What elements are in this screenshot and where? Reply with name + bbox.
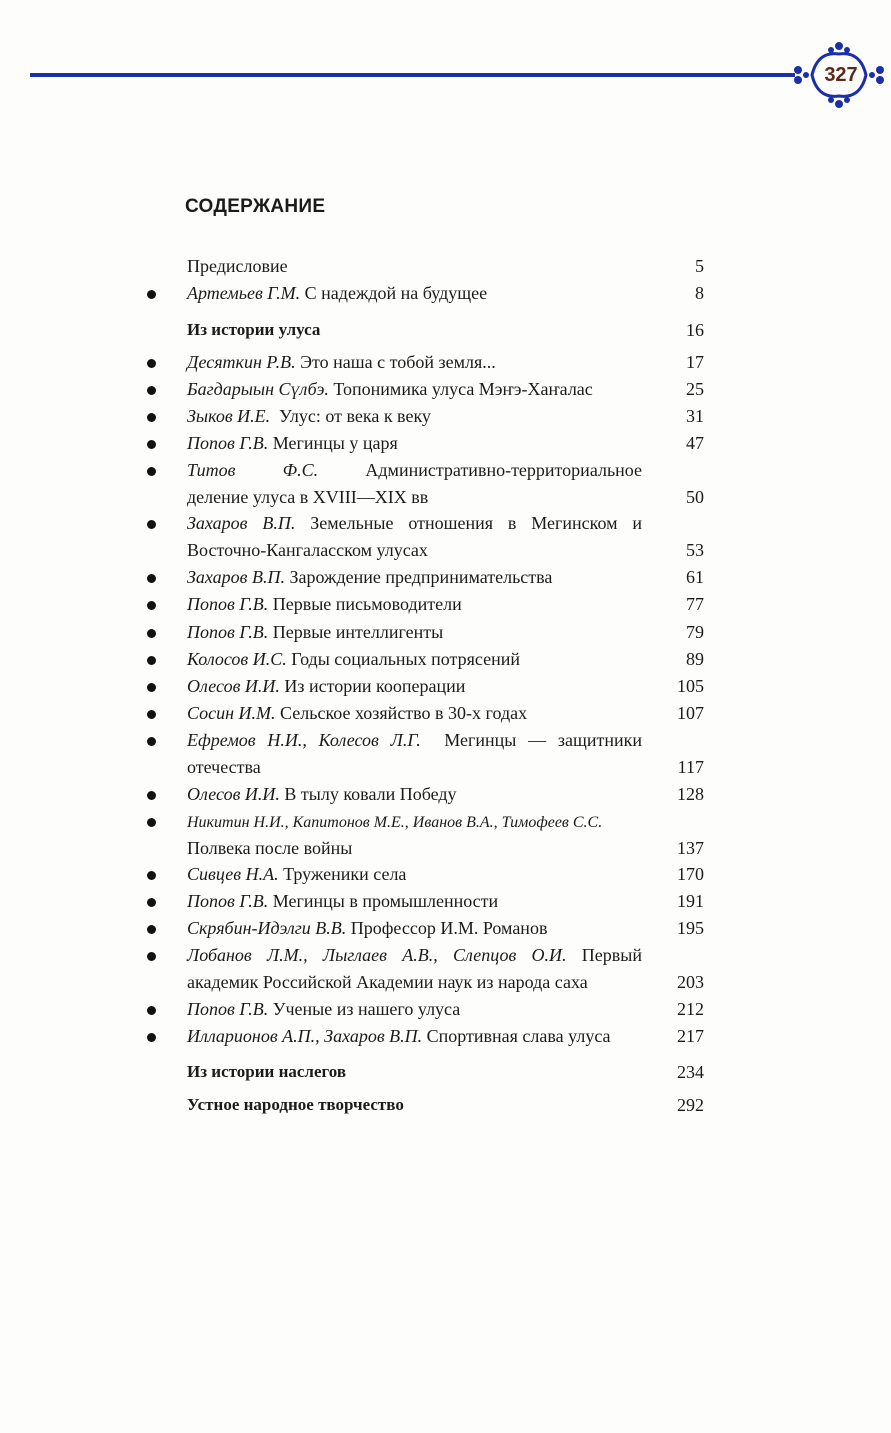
bullet-icon xyxy=(147,818,156,827)
toc-entry-line xyxy=(187,512,642,534)
entry-author: Артемьев Г.М. xyxy=(187,283,301,303)
toc-entry-line xyxy=(187,621,657,643)
entry-author: Скрябин-Идэлги В.В. xyxy=(187,918,347,938)
entry-title: Сельское хозяйство в 30-х годах xyxy=(275,703,528,723)
entry-author: Лобанов Л.М., Лыглаев А.В., Слепцов О.И. xyxy=(187,945,567,965)
entry-author: Попов Г.В. xyxy=(187,999,269,1019)
toc-entry-line xyxy=(187,756,657,778)
bullet-icon xyxy=(147,413,156,422)
entry-title: Первые письмоводители xyxy=(268,594,462,614)
entry-page-number: 292 xyxy=(677,1095,704,1115)
toc-entry-line xyxy=(187,1025,657,1047)
entry-author: Попов Г.В. xyxy=(187,594,269,614)
entry-title: Зарождение предпринимательства xyxy=(284,567,553,587)
entry-page-number: 53 xyxy=(686,540,704,560)
toc-entry-line xyxy=(187,319,657,341)
entry-page-number: 5 xyxy=(695,256,704,276)
entry-title: Земельные отношения в Мегинском и xyxy=(295,513,642,533)
header-rule xyxy=(30,73,795,77)
bullet-icon xyxy=(147,574,156,583)
entry-page-number: 50 xyxy=(686,487,704,507)
entry-page-number: 195 xyxy=(677,918,704,938)
bullet-icon xyxy=(147,290,156,299)
toc-entry-line xyxy=(187,998,657,1020)
entry-page-number: 117 xyxy=(677,757,704,777)
entry-title: деление улуса в XVIII—XIX вв xyxy=(187,487,429,507)
entry-title: Из истории кооперации xyxy=(279,676,466,696)
entry-author: Илларионов А.П., Захаров В.П. xyxy=(187,1026,423,1046)
bullet-icon xyxy=(147,898,156,907)
toc-entry-line xyxy=(187,405,657,427)
entry-title: Из истории улуса xyxy=(187,320,321,339)
entry-author: Олесов И.И. xyxy=(187,676,280,696)
entry-author: Никитин Н.И., Капитонов М.Е., Иванов В.А., Тимофеев С.С. xyxy=(187,814,603,831)
entry-page-number: 234 xyxy=(677,1062,704,1082)
entry-author: Десяткин Р.В. xyxy=(187,352,296,372)
toc-entry-line xyxy=(187,810,657,834)
entry-author: Захаров В.П. xyxy=(187,513,296,533)
entry-author: Попов Г.В. xyxy=(187,433,269,453)
entry-page-number: 128 xyxy=(677,784,704,804)
entry-page-number: 8 xyxy=(695,283,704,303)
entry-author: Зыков И.Е. xyxy=(187,406,271,426)
entry-page-number: 77 xyxy=(686,594,704,614)
entry-page-number: 191 xyxy=(677,891,704,911)
entry-title: Труженики села xyxy=(278,864,407,884)
toc-entry-line xyxy=(187,539,657,561)
entry-page-number: 61 xyxy=(686,567,704,587)
toc-entry-line xyxy=(187,702,657,724)
entry-page-number: 16 xyxy=(686,320,704,340)
bullet-icon xyxy=(147,737,156,746)
entry-author: Колосов И.С. xyxy=(187,649,287,669)
entry-title: Мегинцы у царя xyxy=(268,433,398,453)
entry-author: Багдарыын Сүлбэ. xyxy=(187,379,329,399)
bullet-icon xyxy=(147,1033,156,1042)
toc-entry-line xyxy=(187,837,657,859)
bullet-icon xyxy=(147,359,156,368)
bullet-icon xyxy=(147,952,156,961)
toc-entry-line xyxy=(187,282,657,304)
toc-entry-line xyxy=(187,729,642,751)
entry-page-number: 107 xyxy=(677,703,704,723)
entry-author: Захаров В.П. xyxy=(187,567,285,587)
toc-entry-line xyxy=(187,675,657,697)
entry-author: Попов Г.В. xyxy=(187,891,269,911)
bullet-icon xyxy=(147,871,156,880)
entry-author: Сосин И.М. xyxy=(187,703,276,723)
entry-title: Полвека после войны xyxy=(187,838,353,858)
entry-title: Это наша с тобой земля... xyxy=(295,352,496,372)
toc-entry-line xyxy=(187,1061,657,1083)
toc-entry-line xyxy=(187,648,657,670)
entry-title: Улус: от века к веку xyxy=(270,406,431,426)
toc-entry-line xyxy=(187,863,657,885)
toc-entry-line xyxy=(187,890,657,912)
entry-title: академик Российской Академии наук из народа саха xyxy=(187,972,588,992)
entry-page-number: 25 xyxy=(686,379,704,399)
entry-title: Мегинцы — защитники xyxy=(420,730,643,750)
toc-entry-line xyxy=(187,593,657,615)
bullet-icon xyxy=(147,925,156,934)
toc-entry-line xyxy=(187,944,642,966)
page-number: 327 xyxy=(824,64,858,86)
entry-author: Олесов И.И. xyxy=(187,784,280,804)
entry-title: Ученые из нашего улуса xyxy=(268,999,461,1019)
toc-entry-line xyxy=(187,378,657,400)
entry-page-number: 17 xyxy=(686,352,704,372)
toc-entry-line xyxy=(187,971,657,993)
entry-page-number: 47 xyxy=(686,433,704,453)
entry-page-number: 203 xyxy=(677,972,704,992)
entry-page-number: 170 xyxy=(677,864,704,884)
bullet-icon xyxy=(147,629,156,638)
toc-entry-line xyxy=(187,566,657,588)
entry-title: Устное народное творчество xyxy=(187,1095,404,1114)
entry-author: Попов Г.В. xyxy=(187,622,269,642)
entry-page-number: 137 xyxy=(677,838,704,858)
toc-entry-line xyxy=(187,783,657,805)
toc-entry-line xyxy=(187,432,657,454)
toc-entry-line xyxy=(187,486,657,508)
bullet-icon xyxy=(147,520,156,529)
entry-title: В тылу ковали Победу xyxy=(279,784,457,804)
entry-author: Сивцев Н.А. xyxy=(187,864,279,884)
entry-title: Предисловие xyxy=(187,256,288,276)
entry-title: отечества xyxy=(187,757,261,777)
entry-title: Первые интеллигенты xyxy=(268,622,444,642)
entry-title: С надеждой на будущее xyxy=(300,283,488,303)
bullet-icon xyxy=(147,683,156,692)
entry-author: Титов Ф.С. xyxy=(187,460,319,480)
entry-title: Первый xyxy=(566,945,642,965)
entry-page-number: 105 xyxy=(677,676,704,696)
entry-title: Восточно-Кангаласском улусах xyxy=(187,540,428,560)
bullet-icon xyxy=(147,710,156,719)
entry-page-number: 31 xyxy=(686,406,704,426)
bullet-icon xyxy=(147,656,156,665)
entry-title: Профессор И.М. Романов xyxy=(346,918,548,938)
entry-title: Из истории наслегов xyxy=(187,1062,347,1081)
bullet-icon xyxy=(147,467,156,476)
entry-page-number: 89 xyxy=(686,649,704,669)
entry-title: Мегинцы в промышленности xyxy=(268,891,499,911)
entry-page-number: 79 xyxy=(686,622,704,642)
toc-entry-line xyxy=(187,255,657,277)
entry-page-number: 217 xyxy=(677,1026,704,1046)
bullet-icon xyxy=(147,440,156,449)
entry-title: Спортивная слава улуса xyxy=(422,1026,611,1046)
page-title: СОДЕРЖАНИЕ xyxy=(185,196,326,217)
entry-title: Топонимика улуса Мэҥэ-Хаҥалас xyxy=(328,379,593,399)
toc-entry-line xyxy=(187,917,657,939)
bullet-icon xyxy=(147,791,156,800)
entry-title: Годы социальных потрясений xyxy=(286,649,520,669)
toc-entry-line xyxy=(187,1094,657,1116)
entry-title: Административно-территориальное xyxy=(318,460,642,480)
bullet-icon xyxy=(147,601,156,610)
toc-entry-line xyxy=(187,351,657,373)
entry-page-number: 212 xyxy=(677,999,704,1019)
bullet-icon xyxy=(147,1006,156,1015)
toc-entry-line xyxy=(187,459,642,481)
bullet-icon xyxy=(147,386,156,395)
entry-author: Ефремов Н.И., Колесов Л.Г. xyxy=(187,730,421,750)
